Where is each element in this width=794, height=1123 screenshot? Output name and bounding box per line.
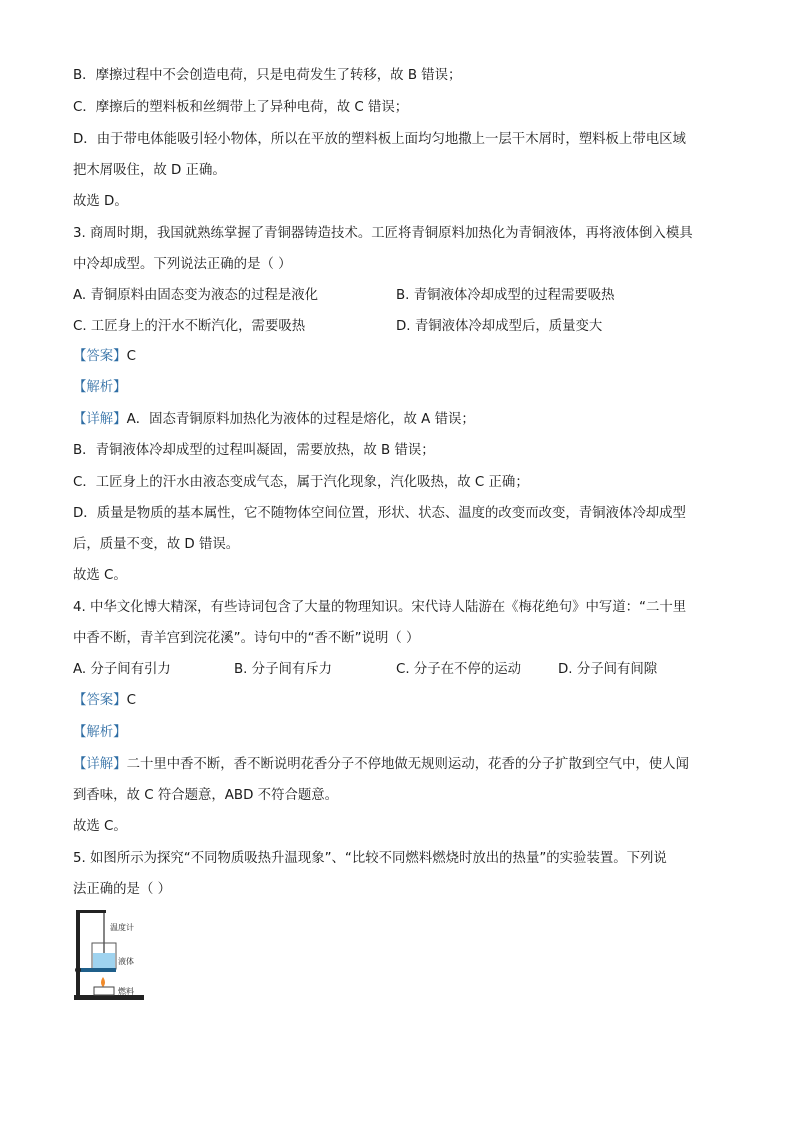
answer-value: C bbox=[126, 693, 136, 708]
explain-text: A．固态青铜原料加热化为液体的过程是熔化，故 A 错误； bbox=[126, 412, 475, 427]
q3-option-c: C. 工匠身上的汗水不断汽化，需要吸热 bbox=[73, 319, 306, 334]
q4-answer bbox=[73, 691, 136, 711]
q4-option-d: D. 分子间有间隙 bbox=[558, 662, 658, 677]
q3-explain-5: 后，质量不变，故 D 错误。 bbox=[73, 537, 240, 552]
l5: 故选 D。 bbox=[73, 194, 128, 209]
q3-explain-3: C．工匠身上的汗水由液态变成气态，属于汽化现象，汽化吸热，故 C 正确； bbox=[73, 475, 529, 490]
burner-icon bbox=[94, 987, 114, 995]
l3: D．由于带电体能吸引轻小物体，所以在平放的塑料板上面均匀地撒上一层干木屑时，塑料板上带电区域 bbox=[73, 132, 686, 147]
stand-pole bbox=[76, 910, 80, 998]
q5-stem-2: 法正确的是（ ） bbox=[73, 882, 171, 897]
q5-stem-1: 5. 如图所示为探究“不同物质吸热升温现象”、“比较不同燃料燃烧时放出的热量”的实验装置。下列说 bbox=[73, 851, 667, 866]
label-fuel: 燃料 bbox=[118, 987, 134, 996]
q4-explain-2: 到香味，故 C 符合题意，ABD 不符合题意。 bbox=[73, 788, 339, 803]
detail-tag: 【详解】 bbox=[73, 757, 127, 772]
q3-selection: 故选 C。 bbox=[73, 568, 127, 583]
q3-explain-4: D．质量是物质的基本属性，它不随物体空间位置，形状、状态、温度的改变而改变，青铜液体冷却成型 bbox=[73, 506, 686, 521]
q3-stem-1: 3. 商周时期，我国就熟练掌握了青铜器铸造技术。工匠将青铜原料加热化为青铜液体，再将液体倒入模具 bbox=[73, 226, 693, 241]
q4-stem-2: 中香不断，青羊宫到浣花溪”。诗句中的“香不断”说明（ ） bbox=[73, 631, 420, 646]
liquid-fill bbox=[93, 953, 115, 968]
q4-option-b: B. 分子间有斥力 bbox=[234, 662, 333, 677]
q3-explain-2: B．青铜液体冷却成型的过程叫凝固，需要放热，故 B 错误； bbox=[73, 443, 435, 458]
l1: B．摩擦过程中不会创造电荷，只是电荷发生了转移，故 B 错误； bbox=[73, 68, 462, 83]
q3-explain-1 bbox=[73, 410, 475, 430]
answer-tag: 【答案】 bbox=[73, 693, 127, 708]
q4-option-c: C. 分子在不停的运动 bbox=[396, 662, 521, 677]
l4: 把木屑吸住，故 D 正确。 bbox=[73, 163, 226, 178]
q4-analysis-heading: 【解析】 bbox=[73, 725, 127, 740]
label-thermometer: 温度计 bbox=[110, 923, 134, 932]
q4-explain-1 bbox=[73, 755, 689, 775]
flame-icon bbox=[101, 977, 105, 987]
l2: C．摩擦后的塑料板和丝绸带上了异种电荷，故 C 错误； bbox=[73, 100, 409, 115]
label-liquid: 液体 bbox=[118, 957, 134, 966]
answer-value: C bbox=[126, 349, 136, 364]
q3-analysis-heading: 【解析】 bbox=[73, 380, 127, 395]
answer-tag: 【答案】 bbox=[73, 349, 127, 364]
explain-text: 二十里中香不断，香不断说明花香分子不停地做无规则运动，花香的分子扩散到空气中，使人闻 bbox=[126, 757, 689, 772]
q4-selection: 故选 C。 bbox=[73, 819, 127, 834]
apparatus-figure bbox=[70, 905, 150, 1005]
q3-option-a: A. 青铜原料由固态变为液态的过程是液化 bbox=[73, 288, 319, 303]
q3-answer bbox=[73, 347, 136, 367]
q3-option-d: D. 青铜液体冷却成型后，质量变大 bbox=[396, 319, 603, 334]
stand-arm-ring bbox=[76, 968, 116, 972]
q4-option-a: A. 分子间有引力 bbox=[73, 662, 171, 677]
stand-arm-top bbox=[76, 910, 106, 913]
detail-tag: 【详解】 bbox=[73, 412, 127, 427]
q3-option-b: B. 青铜液体冷却成型的过程需要吸热 bbox=[396, 288, 615, 303]
clamp-knob bbox=[75, 967, 81, 973]
q4-stem-1: 4. 中华文化博大精深，有些诗词包含了大量的物理知识。宋代诗人陆游在《梅花绝句》中写道：“二十里 bbox=[73, 600, 687, 615]
q3-stem-2: 中冷却成型。下列说法正确的是（ ） bbox=[73, 257, 292, 272]
